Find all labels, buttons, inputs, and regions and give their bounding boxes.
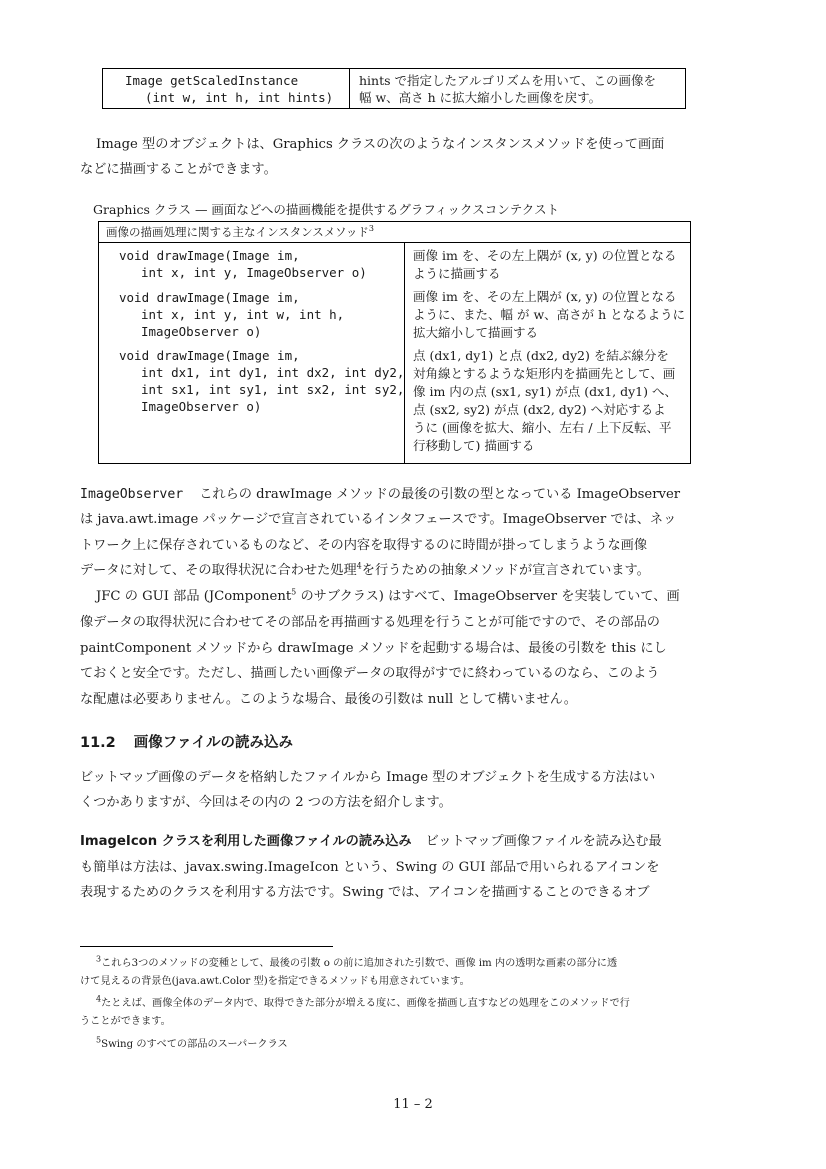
table-row-method: ImageObserver o) (141, 399, 262, 414)
intro-line: などに描画することができます。 (80, 162, 277, 177)
table-row-desc: 点 (dx1, dy1) と点 (dx2, dy2) を結ぶ線分を (413, 348, 669, 363)
table-row-desc: 拡大縮小して描画する (413, 325, 539, 340)
imageicon-para-line: ImageIcon クラスを利用した画像ファイルの読み込み ビットマップ画像ファイルを読み込む最 (80, 834, 662, 849)
intro-line: Image 型のオブジェクトは、Graphics クラスの次のようなインスタンスメソッドを使って画面 (96, 137, 665, 152)
table-row-method: int dx1, int dy1, int dx2, int dy2, (141, 365, 405, 380)
table-row-desc: 画像 im を、その左上隅が (x, y) の位置となる (413, 289, 677, 304)
description-line: hints で指定したアルゴリズムを用いて、この画像を (359, 73, 657, 88)
column-divider (404, 242, 405, 463)
footnote-ref: 4 (356, 561, 362, 571)
jfc-para-line: ておくと安全です。ただし、描画したい画像データの取得がすでに終わっているのなら、このよう (80, 666, 660, 681)
imageicon-para-line: も簡単は方法は、javax.swing.ImageIcon という、Swing の GUI 部品で用いられるアイコンを (80, 860, 660, 875)
footnote-4: $^4$たとえば、画像全体のデータ内で、取得できた部分が増える度に、画像を描画し直すなどの処理をこのメソッドで行 (96, 994, 630, 1009)
jfc-para-line: 像データの取得状況に合わせてその部品を再描画する処理を行うことが可能ですので、その部品の (80, 615, 660, 630)
table-header-label: 画像の描画処理に関する主なインスタンスメソッド$^3$ (106, 224, 374, 239)
section-para-line: くつかありますが、今回はその内の 2 つの方法を紹介します。 (80, 795, 452, 810)
section-title: 画像ファイルの読み込み (133, 735, 293, 751)
observer-para-line: ImageObserver これらの drawImage メソッドの最後の引数の型となっている ImageObserver (80, 487, 681, 502)
section-number: 11.2 (80, 735, 116, 751)
table-row-method: int x, int y, ImageObserver o) (141, 265, 367, 280)
table-row-desc: ように描画する (413, 266, 501, 281)
observer-para-line: トワーク上に保存されているものなど、その内容を取得するのに時間が掛ってしまうような画像 (80, 538, 648, 553)
observer-para-line: データに対して、その取得状況に合わせた処理$^4$を行うための抽象メソッドが宣言されています。 (80, 561, 650, 578)
section-heading (80, 731, 293, 752)
imageicon-para-line: 表現するためのクラスを利用する方法です。Swing では、アイコンを描画することのできるオブ (80, 885, 650, 900)
method-signature-line: (int w, int h, int hints) (145, 90, 334, 105)
table-row-method: int x, int y, int w, int h, (141, 307, 345, 322)
table-row-desc: 行移動して) 描画する (413, 438, 535, 453)
table-caption: Graphics クラス — 画面などへの描画機能を提供するグラフィックスコンテクスト (93, 202, 560, 217)
footnote-3: $^3$これら3つのメソッドの変種として、最後の引数 o の前に追加された引数で、画像 im 内の透明な画素の部分に透 (96, 954, 618, 969)
table-row-desc: 画像 im を、その左上隅が (x, y) の位置となる (413, 248, 677, 263)
imageicon-heading: ImageIcon クラスを利用した画像ファイルの読み込み (80, 834, 412, 849)
graphics-methods-table (98, 221, 691, 464)
description-line: 幅 w、高さ h に拡大縮小した画像を戻す。 (359, 90, 602, 105)
section-para-line: ビットマップ画像のデータを格納したファイルから Image 型のオブジェクトを生成する方法はい (80, 770, 656, 785)
jfc-para-line: な配慮は必要ありません。このような場合、最後の引数は null として構いません。 (80, 692, 577, 707)
scaled-instance-table (102, 68, 686, 109)
footnote-rule (80, 946, 333, 947)
table-row-method: int sx1, int sy1, int sx2, int sy2, (141, 382, 405, 397)
page-number: 11 – 2 (393, 1097, 433, 1112)
table-header (99, 222, 690, 243)
table-row-desc: ように、また、幅 が w、高さが h となるように (413, 307, 686, 322)
table-row-method: void drawImage(Image im, (119, 290, 300, 305)
table-row-desc: 像 im 内の点 (sx1, sy1) が点 (dx1, dy1) へ、 (413, 384, 677, 399)
footnote-3-cont: けて見えるの背景色(java.awt.Color 型)を指定できるメソッドも用意されています。 (80, 976, 470, 987)
table-row-desc: うに (画像を拡大、縮小、左右 / 上下反転、平 (413, 420, 672, 435)
table-row-method: ImageObserver o) (141, 324, 262, 339)
observer-para-line: は java.awt.image パッケージで宣言されているインタフェースです。ImageObserver では、ネッ (80, 512, 677, 527)
jfc-para-line: paintComponent メソッドから drawImage メソッドを起動する場合は、最後の引数を this にし (80, 641, 667, 656)
table-row-desc: 点 (sx2, sy2) が点 (dx2, dy2) へ対応するよ (413, 402, 666, 417)
footnote-ref: 3 (368, 224, 374, 234)
table-row-desc: 対角線とするような矩形内を描画先として、画 (413, 366, 676, 381)
observer-term: ImageObserver (80, 487, 184, 502)
jfc-para-line: JFC の GUI 部品 (JComponent$^5$ のサブクラス) はすべて、ImageObserver を実装していて、画 (96, 587, 680, 604)
method-signature-line: Image getScaledInstance (125, 73, 299, 88)
footnote-4-cont: うことができます。 (80, 1016, 171, 1027)
footnote-ref: 5 (291, 587, 297, 597)
table-row-method: void drawImage(Image im, (119, 248, 300, 263)
description-cell (350, 69, 685, 108)
table-row-method: void drawImage(Image im, (119, 348, 300, 363)
footnote-5: $^5$Swing のすべての部品のスーパークラス (96, 1035, 288, 1050)
method-cell (103, 69, 350, 108)
